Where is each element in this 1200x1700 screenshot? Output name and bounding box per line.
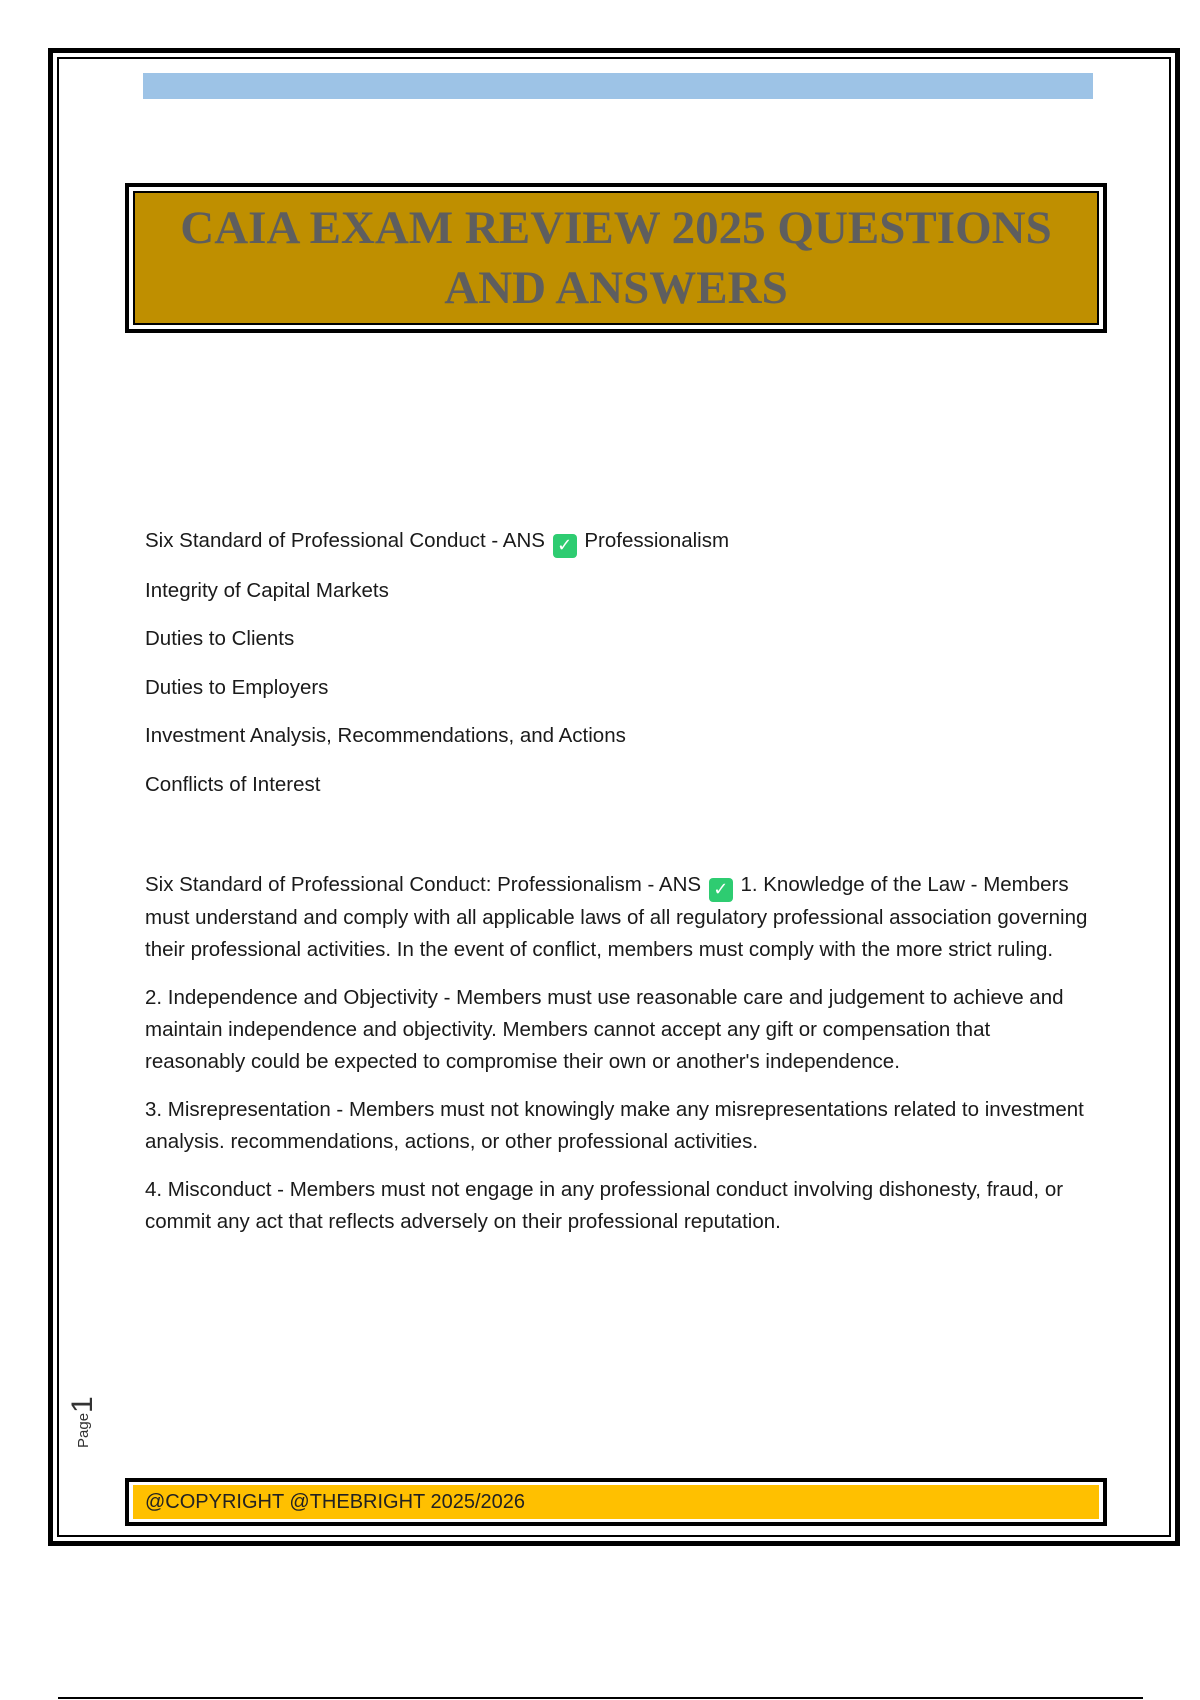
- bottom-divider: [58, 1697, 1143, 1699]
- check-mark-icon: ✓: [709, 878, 733, 902]
- answer-2-misconduct: 4. Misconduct - Members must not engage in any professional conduct involving dishonesty, fraud, or commit any act that reflects adversely on their professional reputation.: [145, 1178, 1064, 1233]
- answer-1-item: Conflicts of Interest: [145, 772, 321, 796]
- question-2-paragraph-1: [145, 869, 1095, 966]
- answer-2-knowledge-of-law: 1. Knowledge of the Law - Members must understand and comply with all applicable laws of all regulatory professional association governing their professional activities. In the event of conflict, members must comply with the more strict ruling.: [145, 873, 1088, 961]
- check-mark-icon: ✓: [553, 534, 577, 558]
- title-box: [125, 183, 1107, 333]
- page-number-label: [68, 1388, 98, 1448]
- answer-1-item: Integrity of Capital Markets: [145, 578, 389, 602]
- footer-banner: [133, 1485, 1099, 1519]
- answer-2-independence: 2. Independence and Objectivity - Members must use reasonable care and judgement to achieve and maintain independence and objectivity. Members cannot accept any gift or compensation that reasonably could be expected to compromise their own or another's independence.: [145, 986, 1064, 1073]
- page-number: 1: [66, 1396, 99, 1413]
- document-title: CAIA EXAM REVIEW 2025 QUESTIONS AND ANSWERS: [180, 202, 1052, 314]
- page-label-text: Page: [75, 1412, 92, 1448]
- question-1-prefix: Six Standard of Professional Conduct - ANS: [145, 529, 545, 552]
- footer-box: [125, 1478, 1107, 1526]
- answer-1-item: Duties to Employers: [145, 675, 329, 699]
- question-2-prefix: Six Standard of Professional Conduct: Professionalism - ANS: [145, 873, 702, 896]
- header-color-bar: [143, 73, 1093, 99]
- answer-1-item: Investment Analysis, Recommendations, and Actions: [145, 724, 626, 747]
- answer-2-misrepresentation: 3. Misrepresentation - Members must not knowingly make any misrepresentations related to investment analysis. recommendations, actions, or other professional activities.: [145, 1098, 1084, 1153]
- question-1-line: [145, 525, 1095, 558]
- title-banner: [133, 191, 1099, 325]
- copyright-text: @COPYRIGHT @THEBRIGHT 2025/2026: [145, 1490, 525, 1513]
- document-body: [145, 525, 1095, 1254]
- answer-1-first-item: Professionalism: [584, 529, 730, 552]
- answer-1-item: Duties to Clients: [145, 627, 295, 650]
